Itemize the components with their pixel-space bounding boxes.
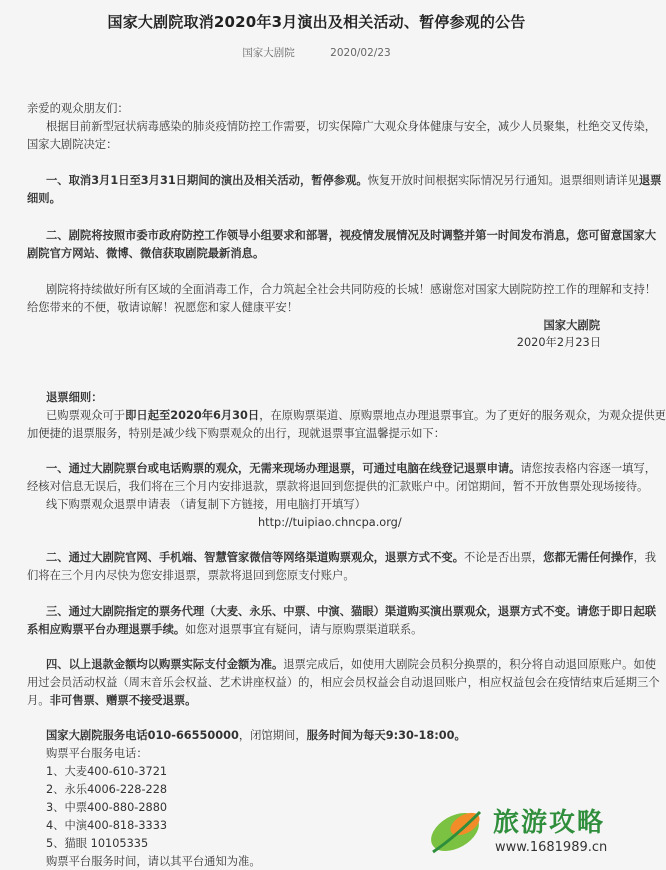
notice-item-1-rest: 恢复开放时间根据实际情况另行通知。退票细则请详见: [367, 174, 639, 187]
refund-step-3-line1: 三、通过大剧院指定的票务代理（大麦、永乐、中票、中演、猫眼）渠道购买演出票观众，退票方式不变。请您于即日起联: [46, 605, 657, 618]
refund-step-1-line1: [46, 460, 656, 477]
refund-heading: 退票细则：: [46, 391, 103, 404]
refund-step-4-line3: [27, 692, 196, 709]
platform-footer: 购票平台服务时间，请以其平台通知为准。: [46, 855, 261, 868]
refund-step-2-bold2: 您都无需任何操作: [543, 551, 634, 564]
refund-step-2-line2: 们将在三个月内尽快为您安排退票，票款将退回到您原支付账户。: [27, 569, 355, 582]
intro-line-1: 根据目前新型冠状病毒感染的肺炎疫情防控工作需要，切实保障广大观众身体健康与安全，减少人员聚集，杜绝交叉传染，: [46, 120, 657, 133]
platform-item: 4、中演400-818-3333: [46, 819, 168, 832]
article-source: 国家大剧院: [242, 47, 295, 59]
refund-step-4-line3-a: 月。: [27, 694, 50, 707]
signature-date: 2020年2月23日: [516, 336, 601, 349]
refund-step-4-rest: 退票完成后，如使用大剧院会员积分换票的，积分将自动退回原账户。如使: [283, 658, 657, 671]
watermark-url: www.1681989.cn: [495, 840, 608, 855]
hotline-hours: 服务时间为每天9:30-18:00。: [306, 729, 466, 742]
refund-step-2-rest: 不论是否出票，: [464, 551, 544, 564]
closing-line-2: 给您带来的不便，敬请谅解！祝愿您和家人健康平安！: [27, 301, 299, 314]
closing-line-1: 剧院将持续做好所有区域的全面消毒工作，合力筑起全社会共同防疫的长城！感谢您对国家大剧院防控工作的理解和支持！: [46, 283, 657, 296]
refund-step-1-bold: 一、通过大剧院票台或电话购票的观众，无需来现场办理退票，可通过电脑在线登记退票申请。: [46, 462, 521, 475]
watermark: [425, 800, 630, 862]
platform-item: 1、大麦400-610-3721: [46, 765, 168, 778]
refund-intro-line1: [46, 407, 666, 424]
refund-step-1-line2: 经核对信息无误后，我们将在三个月内安排退款，票款将退回到您提供的汇款账户中。闭馆期间，暂不开放售票处现场接待。: [27, 480, 649, 493]
notice-item-1-bold2: 退票: [638, 174, 662, 187]
intro-line-2: 国家大剧院决定：: [27, 138, 118, 151]
refund-step-1-rest: 请您按表格内容逐一填写，: [520, 462, 657, 475]
refund-step-3-line2: [27, 621, 422, 638]
watermark-text: 旅游攻略: [493, 808, 606, 838]
refund-step-3-bold2: 系相应购票平台办理退票手续。: [27, 623, 186, 636]
refund-form-link[interactable]: http://tuipiao.chncpa.org/: [258, 516, 402, 529]
notice-item-2-line2: 剧院官方网站、微博、微信获取剧院最新消息。: [27, 247, 265, 260]
refund-intro-b: ，在原购票渠道、原购票地点办理退票事宜。为了更好的服务观众，为观众提供更: [259, 409, 666, 422]
notice-item-1-line2: 细则。: [27, 192, 61, 205]
article-date: 2020/02/23: [330, 47, 391, 59]
hotline-number: 国家大剧院服务电话010-66550000: [46, 729, 239, 742]
refund-intro-a: 已购票观众可于: [46, 409, 126, 422]
leaf-logo-icon: [425, 802, 495, 862]
refund-step-2-line1: [46, 549, 656, 566]
refund-step-4-line3-bold: 非可售票、赠票不接受退票。: [49, 694, 197, 707]
hotline-mid: ，闭馆期间，: [238, 729, 307, 742]
hotline: [46, 727, 466, 744]
refund-step-2-end: ，我: [633, 551, 657, 564]
notice-item-1-bold: 一、取消3月1日至3月31日期间的演出及相关活动，暂停参观。: [46, 174, 368, 187]
refund-step-1-line3: 线下购票观众退票申请表 （请复制下方链接，用电脑打开填写）: [46, 498, 366, 511]
refund-deadline: 即日起至2020年6月30日: [125, 409, 260, 422]
greeting: 亲爱的观众朋友们：: [27, 102, 129, 115]
article-meta: [0, 45, 633, 60]
refund-step-4-line2: 用过会员活动权益（周末音乐会权益、艺术讲座权益）的，相应会员权益会自动退回账户，相应权益包会在疫情结束后延期三个: [27, 676, 660, 689]
notice-item-2-line1: 二、剧院将按照市委市政府防控工作领导小组要求和部署，视疫情发展情况及时调整并第一时间发布消息，您可留意国家大: [46, 229, 657, 242]
refund-step-4-bold: 四、以上退款金额均以购票实际支付金额为准。: [46, 658, 284, 671]
notice-item-1: [46, 172, 661, 189]
platform-heading: 购票平台服务电话：: [46, 747, 148, 760]
refund-step-2-bold: 二、通过大剧院官网、手机端、智慧管家微信等网络渠道购票观众，退票方式不变。: [46, 551, 464, 564]
refund-step-4-line1: [46, 656, 656, 673]
refund-intro-line2: 加便捷的退票服务，特别是减少线下购票观众的出行，现就退票事宜温馨提示如下：: [27, 427, 445, 440]
platform-item: 3、中票400-880-2880: [46, 801, 168, 814]
refund-step-3-rest2: 如您对退票事宜有疑问，请与原购票渠道联系。: [185, 623, 423, 636]
page-title: 国家大剧院取消2020年3月演出及相关活动、暂停参观的公告: [107, 13, 526, 31]
signature-name: 国家大剧院: [543, 319, 600, 332]
platform-item: 2、永乐4006-228-228: [46, 783, 168, 796]
platform-item: 5、猫眼 10105335: [46, 837, 149, 850]
